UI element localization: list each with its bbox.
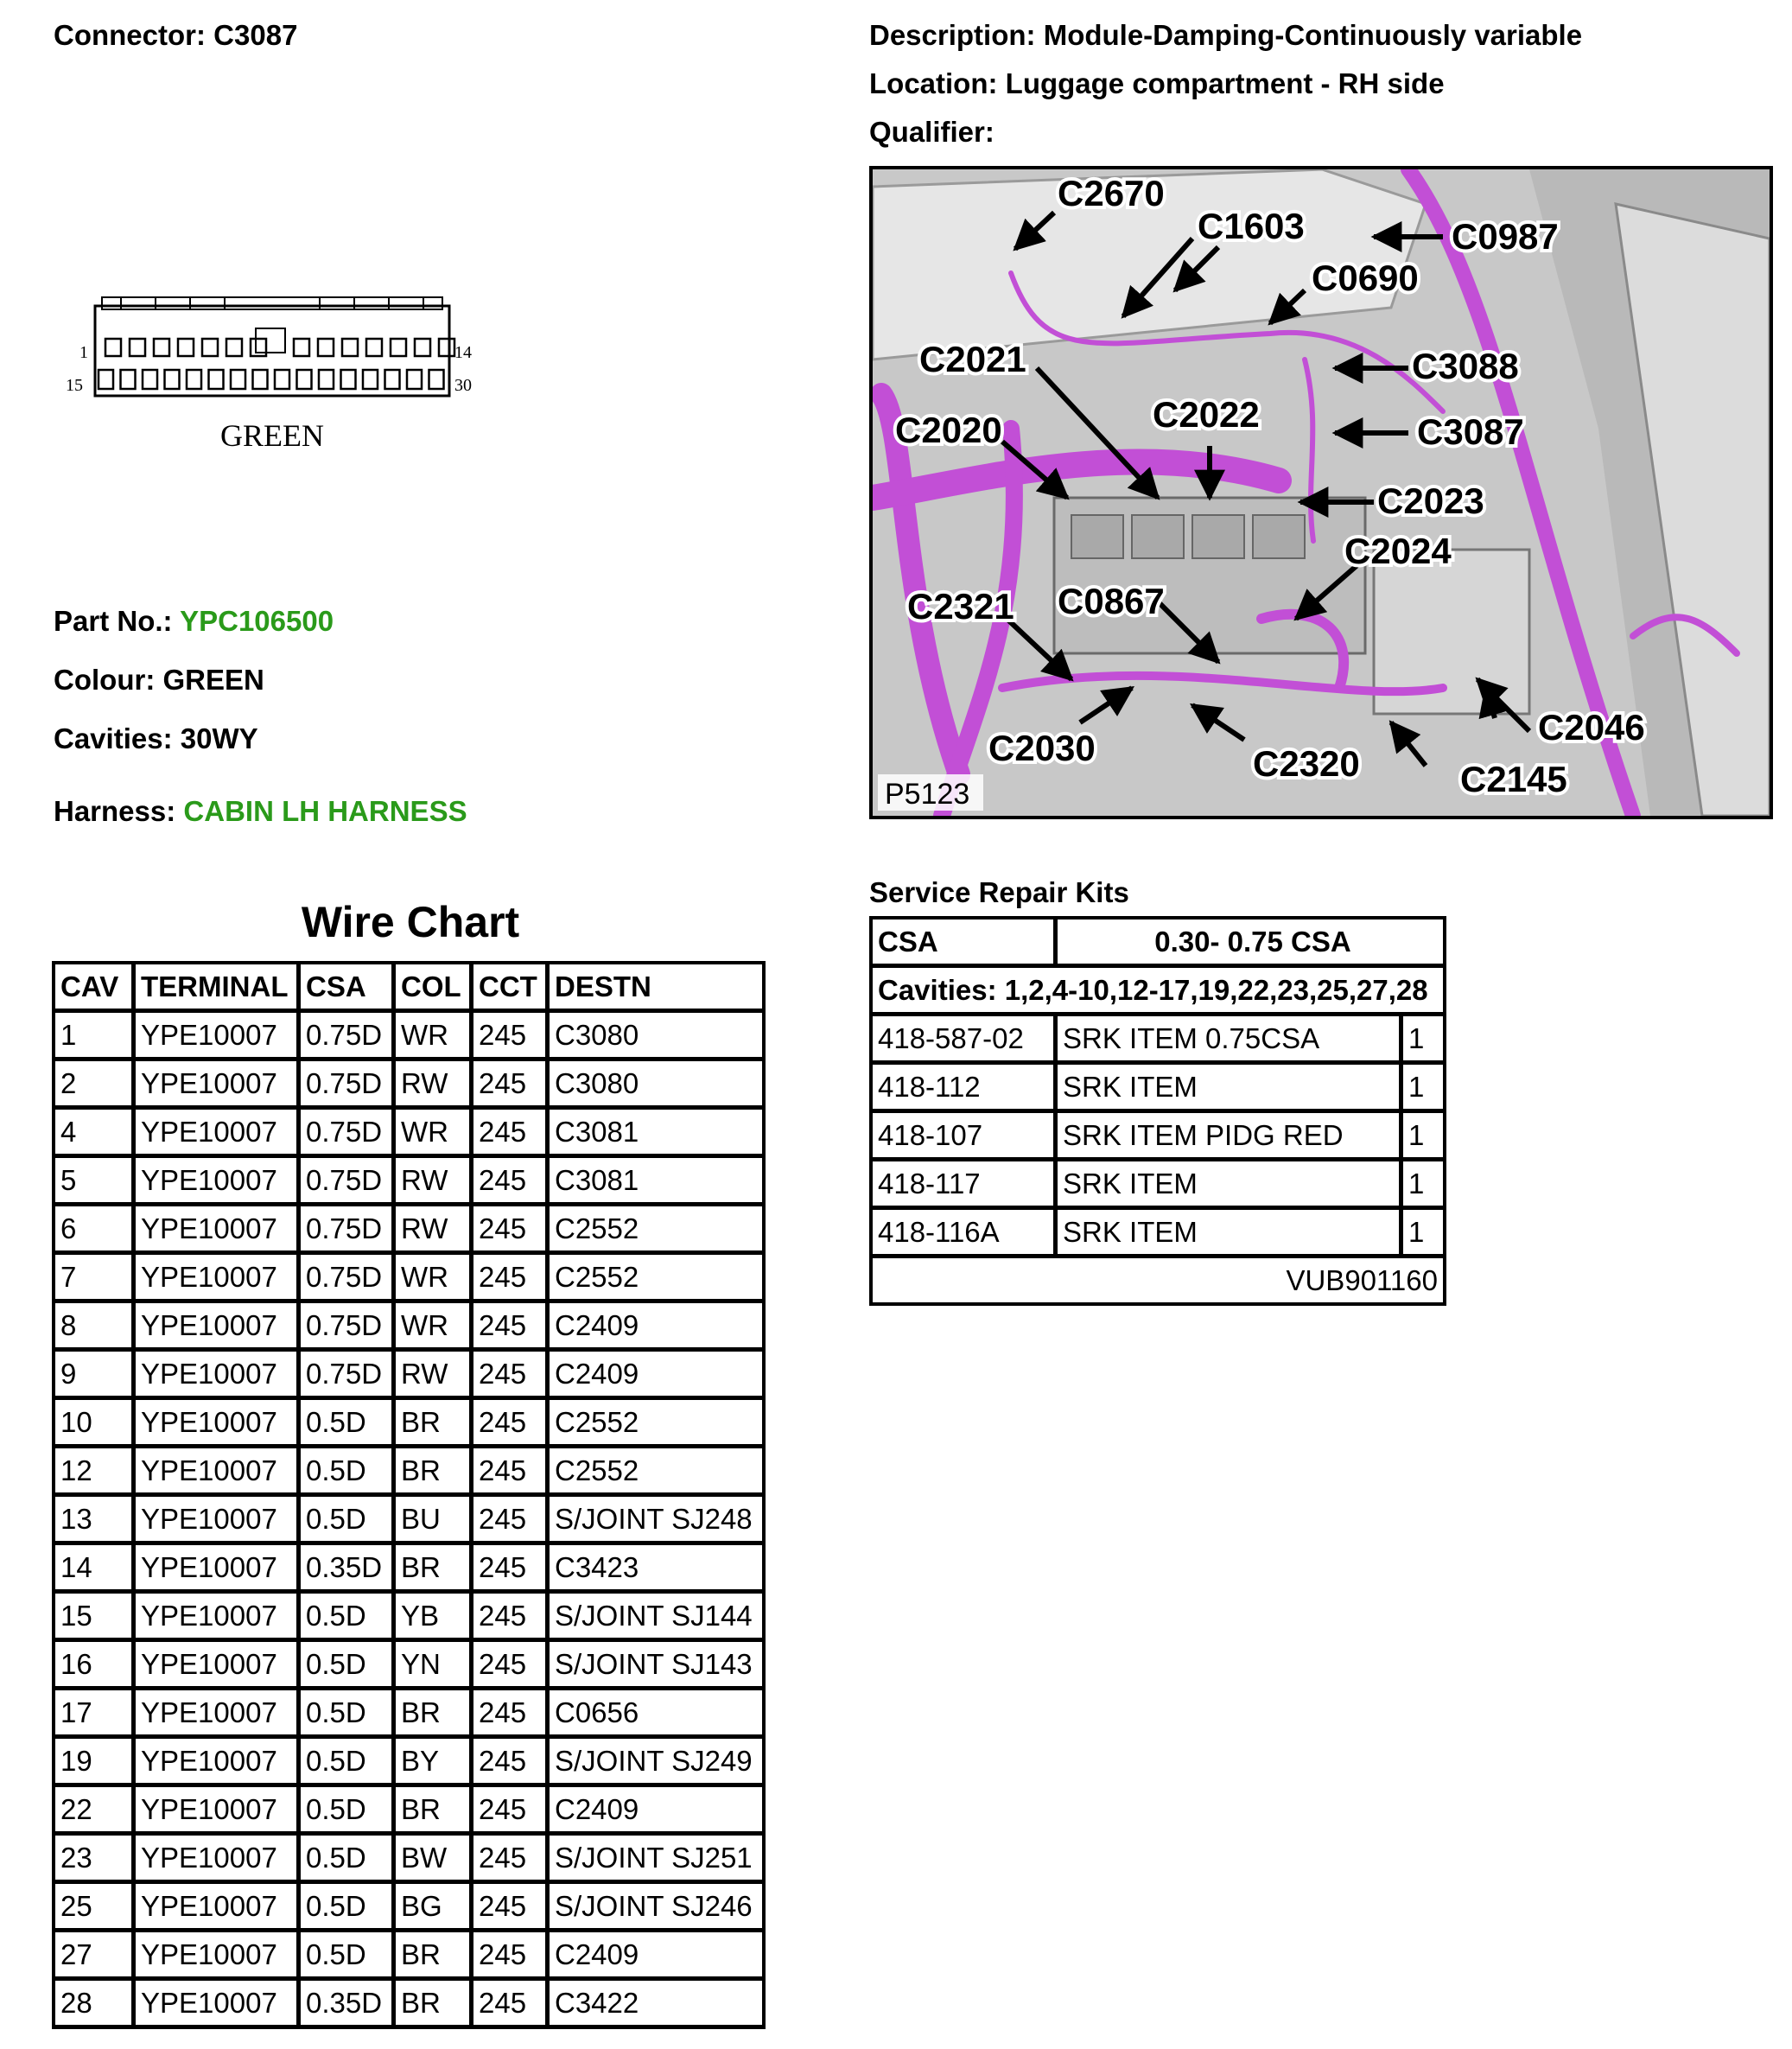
wire-cell: BR	[396, 1932, 473, 1981]
wire-cell: 16	[55, 1642, 136, 1690]
wire-chart-header-row	[55, 964, 762, 1013]
pin-30-label: 30	[454, 376, 472, 395]
wire-row	[55, 1110, 762, 1158]
cavities-value: 30WY	[180, 722, 258, 754]
wire-cell: S/JOINT SJ246	[550, 1884, 762, 1932]
wire-cell: 23	[55, 1836, 136, 1884]
pin-cell	[429, 370, 444, 389]
wire-row	[55, 1787, 762, 1836]
wire-col-header: CSA	[301, 964, 396, 1013]
pin-cell	[391, 339, 406, 356]
srk-csa-range: 0.30- 0.75 CSA	[1058, 920, 1443, 968]
wire-cell: YPE10007	[136, 1545, 301, 1594]
connector-value: C3087	[213, 19, 298, 51]
wire-cell: 245	[473, 1013, 550, 1061]
wire-cell: YPE10007	[136, 1110, 301, 1158]
srk-part-number[interactable]: 418-117	[873, 1161, 1058, 1210]
wire-cell: WR	[396, 1110, 473, 1158]
wire-row	[55, 1400, 762, 1448]
wire-cell: 0.5D	[301, 1739, 396, 1787]
pin-15-label: 15	[66, 376, 83, 395]
wire-cell: 0.5D	[301, 1448, 396, 1497]
wire-chart-title: Wire Chart	[301, 898, 520, 946]
pin-14-label: 14	[454, 343, 472, 362]
wire-cell: RW	[396, 1061, 473, 1110]
srk-table	[869, 916, 1446, 1306]
wire-cell: 15	[55, 1594, 136, 1642]
part-no-line	[54, 605, 334, 638]
wire-cell: 0.5D	[301, 1836, 396, 1884]
wire-cell: 27	[55, 1932, 136, 1981]
qualifier-line	[869, 116, 994, 149]
wire-cell: 0.5D	[301, 1787, 396, 1836]
location-line	[869, 67, 1445, 100]
wire-cell: 245	[473, 1352, 550, 1400]
pin-cell	[319, 370, 334, 389]
wire-cell: S/JOINT SJ248	[550, 1497, 762, 1545]
wire-cell: 245	[473, 1594, 550, 1642]
photo-label-c2024: C2024	[1344, 531, 1452, 571]
wire-cell: C2409	[550, 1303, 762, 1352]
wire-cell: RW	[396, 1352, 473, 1400]
wire-cell: S/JOINT SJ249	[550, 1739, 762, 1787]
wire-row	[55, 1545, 762, 1594]
wire-cell: 22	[55, 1787, 136, 1836]
wire-col-header: CCT	[473, 964, 550, 1013]
wire-cell: 14	[55, 1545, 136, 1594]
wire-cell: YPE10007	[136, 1400, 301, 1448]
wire-cell: C2552	[550, 1400, 762, 1448]
wire-cell: 13	[55, 1497, 136, 1545]
wire-row	[55, 1013, 762, 1061]
wire-cell: BR	[396, 1981, 473, 2029]
wire-cell: 245	[473, 1448, 550, 1497]
wire-col-header: CAV	[55, 964, 136, 1013]
wire-cell: BR	[396, 1448, 473, 1497]
pin-cell	[415, 339, 430, 356]
photo-label-c0690: C0690	[1312, 258, 1419, 298]
location-label: Location:	[869, 67, 998, 99]
wire-cell: 0.5D	[301, 1400, 396, 1448]
pin-cell	[407, 370, 422, 389]
srk-cavities: Cavities: 1,2,4-10,12-17,19,22,23,25,27,28	[873, 968, 1443, 1016]
wire-cell: 245	[473, 1255, 550, 1303]
wire-cell: YPE10007	[136, 1206, 301, 1255]
wire-cell: 0.75D	[301, 1206, 396, 1255]
pin-cell	[363, 370, 378, 389]
pin-cell	[342, 339, 358, 356]
wire-cell: 6	[55, 1206, 136, 1255]
pin-cell	[209, 370, 224, 389]
photo-label-c2320: C2320	[1253, 743, 1360, 784]
wire-cell: 0.5D	[301, 1594, 396, 1642]
wire-cell: 245	[473, 1836, 550, 1884]
photo-label-c2022: C2022	[1153, 394, 1260, 435]
srk-footer-code: VUB901160	[1286, 1263, 1438, 1296]
wire-cell: YPE10007	[136, 1642, 301, 1690]
wire-cell: YPE10007	[136, 1981, 301, 2029]
srk-description: SRK ITEM	[1058, 1210, 1403, 1258]
wire-cell: BG	[396, 1884, 473, 1932]
cavities-label: Cavities:	[54, 722, 173, 754]
wire-cell: RW	[396, 1206, 473, 1255]
photo-label-c0867: C0867	[1058, 581, 1165, 621]
location-photo-svg	[873, 169, 1770, 816]
srk-item-row	[873, 1161, 1443, 1210]
wire-row	[55, 1255, 762, 1303]
wire-cell: 0.35D	[301, 1981, 396, 2029]
wire-cell: S/JOINT SJ144	[550, 1594, 762, 1642]
srk-part-number[interactable]: 418-116A	[873, 1210, 1058, 1258]
wire-cell: YB	[396, 1594, 473, 1642]
wire-cell: C2552	[550, 1448, 762, 1497]
wire-cell: 0.75D	[301, 1110, 396, 1158]
wire-cell: C2409	[550, 1932, 762, 1981]
wire-cell: C3080	[550, 1013, 762, 1061]
wire-cell: 245	[473, 1932, 550, 1981]
wire-cell: YPE10007	[136, 1594, 301, 1642]
pin-1-label: 1	[79, 343, 88, 362]
wire-row	[55, 1932, 762, 1981]
srk-description: SRK ITEM 0.75CSA	[1058, 1016, 1403, 1065]
wire-cell: 245	[473, 1642, 550, 1690]
connector-line	[54, 19, 297, 52]
wire-cell: 245	[473, 1981, 550, 2029]
pin-cell	[231, 370, 245, 389]
pin-cell	[275, 370, 289, 389]
photo-label-c2046: C2046	[1538, 707, 1645, 748]
wire-cell: YN	[396, 1642, 473, 1690]
pin-cell	[202, 339, 218, 356]
wire-cell: BU	[396, 1497, 473, 1545]
wire-cell: BR	[396, 1787, 473, 1836]
photo-label-c2021: C2021	[919, 339, 1026, 379]
wire-cell: YPE10007	[136, 1787, 301, 1836]
wire-cell: 8	[55, 1303, 136, 1352]
wire-cell: 17	[55, 1690, 136, 1739]
harness-label: Harness:	[54, 795, 176, 827]
wire-cell: 0.75D	[301, 1158, 396, 1206]
wire-cell: 245	[473, 1690, 550, 1739]
pin-cell	[154, 339, 169, 356]
wire-cell: YPE10007	[136, 1884, 301, 1932]
pin-cell	[385, 370, 400, 389]
pin-cell	[318, 339, 334, 356]
wire-cell: RW	[396, 1158, 473, 1206]
srk-csa-label: CSA	[873, 920, 1058, 968]
srk-quantity: 1	[1403, 1210, 1443, 1258]
wire-row	[55, 1642, 762, 1690]
harness-value[interactable]: CABIN LH HARNESS	[183, 795, 467, 827]
wire-cell: 7	[55, 1255, 136, 1303]
wire-row	[55, 1448, 762, 1497]
pin-cell	[439, 339, 454, 356]
pin-cell	[98, 370, 113, 389]
connector-face-diagram	[60, 285, 492, 467]
wire-row	[55, 1061, 762, 1110]
wire-cell: WR	[396, 1303, 473, 1352]
pin-cell	[226, 339, 242, 356]
wire-row	[55, 1594, 762, 1642]
wire-cell: BY	[396, 1739, 473, 1787]
photo-label-c2321: C2321	[907, 586, 1014, 627]
wire-row	[55, 1690, 762, 1739]
wire-row	[55, 1981, 762, 2029]
wire-cell: C3423	[550, 1545, 762, 1594]
wire-cell: YPE10007	[136, 1061, 301, 1110]
wire-cell: YPE10007	[136, 1158, 301, 1206]
wire-cell: 245	[473, 1787, 550, 1836]
wire-cell: YPE10007	[136, 1352, 301, 1400]
wire-cell: 245	[473, 1061, 550, 1110]
wire-row	[55, 1884, 762, 1932]
wire-row	[55, 1303, 762, 1352]
wire-col-header: DESTN	[550, 964, 762, 1013]
wire-row	[55, 1206, 762, 1255]
wire-cell: 0.5D	[301, 1884, 396, 1932]
wire-row	[55, 1836, 762, 1884]
wire-cell: C3422	[550, 1981, 762, 2029]
wire-cell: 0.75D	[301, 1303, 396, 1352]
pin-cell	[187, 370, 201, 389]
wire-col-header: COL	[396, 964, 473, 1013]
wire-cell: YPE10007	[136, 1932, 301, 1981]
srk-item-row	[873, 1016, 1443, 1065]
srk-part-number[interactable]: 418-112	[873, 1065, 1058, 1113]
wire-cell: 0.75D	[301, 1255, 396, 1303]
wire-cell: BR	[396, 1545, 473, 1594]
srk-footer-row	[873, 1258, 1443, 1302]
srk-description: SRK ITEM	[1058, 1161, 1403, 1210]
colour-line	[54, 664, 264, 697]
wire-cell: 245	[473, 1110, 550, 1158]
wire-cell: 10	[55, 1400, 136, 1448]
pin-cell	[178, 339, 194, 356]
wire-cell: C3080	[550, 1061, 762, 1110]
part-no-label: Part No.:	[54, 605, 173, 637]
qualifier-label: Qualifier:	[869, 116, 994, 148]
wire-cell: S/JOINT SJ251	[550, 1836, 762, 1884]
srk-description: SRK ITEM PIDG RED	[1058, 1113, 1403, 1161]
location-photo	[869, 166, 1773, 819]
photo-label-c2030: C2030	[988, 728, 1096, 768]
wire-cell: C2409	[550, 1352, 762, 1400]
srk-quantity: 1	[1403, 1113, 1443, 1161]
srk-item-row	[873, 1065, 1443, 1113]
wire-col-header: TERMINAL	[136, 964, 301, 1013]
photo-label-c2670: C2670	[1058, 173, 1165, 213]
description-line	[869, 19, 1582, 52]
wire-cell: WR	[396, 1013, 473, 1061]
srk-item-row	[873, 1210, 1443, 1258]
part-no-value[interactable]: YPC106500	[180, 605, 334, 637]
wire-cell: 0.75D	[301, 1352, 396, 1400]
wire-cell: C2409	[550, 1787, 762, 1836]
srk-cavities-row	[873, 968, 1443, 1016]
wire-cell: 9	[55, 1352, 136, 1400]
pin-cell	[294, 339, 309, 356]
wire-cell: 5	[55, 1158, 136, 1206]
wire-cell: 28	[55, 1981, 136, 2029]
photo-label-c1603: C1603	[1198, 206, 1305, 246]
pin-cell	[366, 339, 382, 356]
srk-item-row	[873, 1113, 1443, 1161]
wire-cell: BW	[396, 1836, 473, 1884]
wire-cell: 2	[55, 1061, 136, 1110]
srk-quantity: 1	[1403, 1016, 1443, 1065]
wire-cell: 245	[473, 1206, 550, 1255]
wire-cell: S/JOINT SJ143	[550, 1642, 762, 1690]
description-label: Description:	[869, 19, 1036, 51]
wire-cell: 0.5D	[301, 1690, 396, 1739]
srk-part-number[interactable]: 418-107	[873, 1113, 1058, 1161]
pin-cell	[121, 370, 136, 389]
pin-cell	[341, 370, 356, 389]
wire-cell: C2552	[550, 1255, 762, 1303]
pin-cell	[105, 339, 121, 356]
wire-cell: 0.5D	[301, 1932, 396, 1981]
wire-cell: BR	[396, 1690, 473, 1739]
wire-cell: WR	[396, 1255, 473, 1303]
wire-cell: YPE10007	[136, 1739, 301, 1787]
wire-cell: C3081	[550, 1158, 762, 1206]
connector-label: Connector:	[54, 19, 206, 51]
wire-cell: 245	[473, 1400, 550, 1448]
photo-label-c3088: C3088	[1412, 346, 1519, 386]
photo-label-c0987: C0987	[1452, 216, 1559, 257]
pin-cell	[165, 370, 180, 389]
wire-cell: YPE10007	[136, 1255, 301, 1303]
connector-face-svg	[60, 285, 492, 467]
srk-csa-row	[873, 920, 1443, 968]
wire-cell: C0656	[550, 1690, 762, 1739]
wire-cell: YPE10007	[136, 1836, 301, 1884]
wire-cell: C2552	[550, 1206, 762, 1255]
wire-cell: YPE10007	[136, 1690, 301, 1739]
wire-row	[55, 1497, 762, 1545]
wire-chart-table	[52, 961, 766, 2029]
wire-cell: 245	[473, 1303, 550, 1352]
wire-cell: BR	[396, 1400, 473, 1448]
wire-cell: 245	[473, 1545, 550, 1594]
wire-cell: 245	[473, 1497, 550, 1545]
wire-row	[55, 1158, 762, 1206]
wire-cell: YPE10007	[136, 1497, 301, 1545]
photo-label-c2023: C2023	[1377, 480, 1484, 521]
srk-part-number[interactable]: 418-587-02	[873, 1016, 1058, 1065]
pin-cell	[143, 370, 157, 389]
connector-colour-label: GREEN	[220, 418, 324, 453]
wire-cell: 1	[55, 1013, 136, 1061]
wire-cell: YPE10007	[136, 1303, 301, 1352]
wire-cell: 0.5D	[301, 1642, 396, 1690]
srk-quantity: 1	[1403, 1161, 1443, 1210]
wire-cell: 0.35D	[301, 1545, 396, 1594]
wire-cell: YPE10007	[136, 1013, 301, 1061]
wire-cell: 0.75D	[301, 1061, 396, 1110]
location-value: Luggage compartment - RH side	[1005, 67, 1445, 99]
wire-row	[55, 1352, 762, 1400]
pin-cell	[297, 370, 312, 389]
wire-cell: 245	[473, 1158, 550, 1206]
wire-cell: 0.75D	[301, 1013, 396, 1061]
photo-label-c2145: C2145	[1460, 759, 1567, 799]
wire-cell: YPE10007	[136, 1448, 301, 1497]
photo-label-c2020: C2020	[895, 410, 1002, 450]
photo-label-c3087: C3087	[1417, 411, 1524, 452]
cavities-line	[54, 722, 258, 755]
colour-label: Colour:	[54, 664, 156, 696]
photo-ref: P5123	[885, 778, 970, 811]
wire-cell: 245	[473, 1884, 550, 1932]
pin-cell	[253, 370, 268, 389]
srk-quantity: 1	[1403, 1065, 1443, 1113]
wire-cell: 12	[55, 1448, 136, 1497]
wire-row	[55, 1739, 762, 1787]
wire-cell: 25	[55, 1884, 136, 1932]
harness-line	[54, 795, 467, 828]
wire-cell: C3081	[550, 1110, 762, 1158]
srk-description: SRK ITEM	[1058, 1065, 1403, 1113]
description-value: Module-Damping-Continuously variable	[1043, 19, 1583, 51]
pin-cell	[130, 339, 145, 356]
wire-cell: 245	[473, 1739, 550, 1787]
srk-title: Service Repair Kits	[869, 876, 1129, 908]
wire-cell: 19	[55, 1739, 136, 1787]
wire-cell: 0.5D	[301, 1497, 396, 1545]
wire-cell: 4	[55, 1110, 136, 1158]
colour-value: GREEN	[162, 664, 264, 696]
